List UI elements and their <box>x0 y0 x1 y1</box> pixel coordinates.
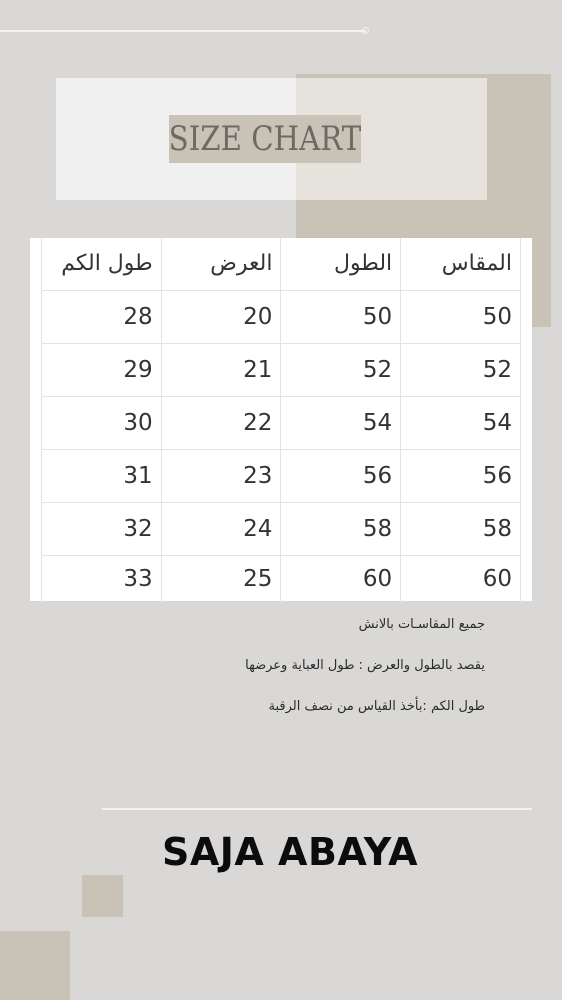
cell-size: 54 <box>401 396 521 449</box>
cell-length: 52 <box>281 343 401 396</box>
cell-sleeve: 29 <box>42 343 162 396</box>
title-box <box>169 115 361 163</box>
page-title: SIZE CHART <box>168 119 362 159</box>
note-length-width: يقصد بالطول والعرض : طول العباية وعرضها <box>245 658 485 673</box>
header-length: الطول <box>281 238 401 290</box>
cell-length: 50 <box>281 290 401 343</box>
size-table <box>41 238 521 603</box>
cell-sleeve: 30 <box>42 396 162 449</box>
table-row <box>42 396 521 449</box>
cell-size: 52 <box>401 343 521 396</box>
cell-sleeve: 32 <box>42 502 162 555</box>
cell-size: 58 <box>401 502 521 555</box>
decorative-small-square <box>82 875 123 917</box>
note-units: جميع المقاسـات بالانش <box>358 617 485 632</box>
cell-length: 58 <box>281 502 401 555</box>
cell-width: 24 <box>161 502 281 555</box>
table-row <box>42 343 521 396</box>
cell-size: 56 <box>401 449 521 502</box>
brand-name: SAJA ABAYA <box>162 830 418 874</box>
divider-dot <box>362 27 369 34</box>
cell-width: 20 <box>161 290 281 343</box>
cell-width: 25 <box>161 555 281 603</box>
cell-width: 21 <box>161 343 281 396</box>
notes <box>85 614 485 737</box>
cell-sleeve: 31 <box>42 449 162 502</box>
table-header-row <box>42 238 521 290</box>
note-sleeve: طول الكم :بأخذ القياس من نصف الرقبة <box>268 699 485 714</box>
cell-length: 60 <box>281 555 401 603</box>
cell-width: 23 <box>161 449 281 502</box>
cell-sleeve: 28 <box>42 290 162 343</box>
size-table-card <box>30 238 532 601</box>
top-divider-line <box>0 30 366 32</box>
cell-length: 56 <box>281 449 401 502</box>
bottom-divider-line <box>102 808 532 810</box>
table-row <box>42 555 521 603</box>
cell-width: 22 <box>161 396 281 449</box>
cell-size: 50 <box>401 290 521 343</box>
table-row <box>42 502 521 555</box>
decorative-corner-square <box>0 931 70 1000</box>
table-row <box>42 449 521 502</box>
cell-length: 54 <box>281 396 401 449</box>
header-sleeve-length: طول الكم <box>42 238 162 290</box>
table-row <box>42 290 521 343</box>
cell-sleeve: 33 <box>42 555 162 603</box>
header-size: المقاس <box>401 238 521 290</box>
header-width: العرض <box>161 238 281 290</box>
cell-size: 60 <box>401 555 521 603</box>
